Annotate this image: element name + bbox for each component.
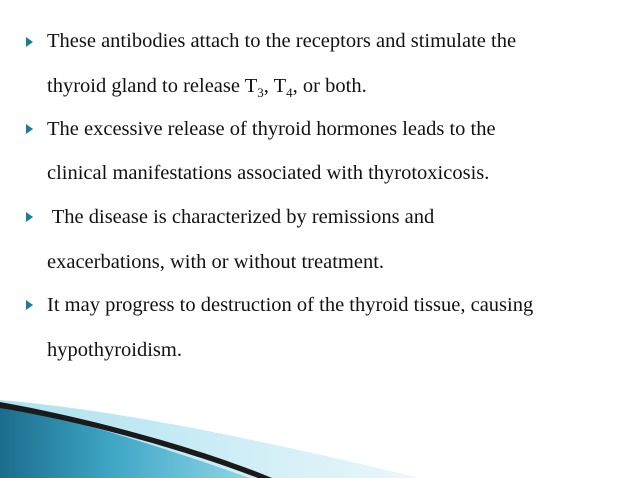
bullet-text: The disease is characterized by remissions and — [47, 206, 435, 228]
bullet-text-line — [47, 338, 182, 362]
bullet-text: , T — [263, 75, 287, 97]
right-triangle-bullet-icon — [26, 212, 33, 222]
bullet-text: thyroid gland to release T — [47, 75, 258, 97]
swoosh-dark-stroke — [0, 402, 272, 478]
bullet-text: clinical manifestations associated with thyrotoxicosis. — [47, 162, 490, 184]
bullet-text: It may progress to destruction of the thyroid tissue, causing — [47, 294, 534, 316]
right-triangle-bullet-icon — [26, 37, 33, 47]
bullet-text-line — [47, 293, 533, 317]
bullet-text-line — [47, 250, 384, 274]
bullet-text: exacerbations, with or without treatment. — [47, 251, 385, 273]
bullet-text: hypothyroidism. — [47, 339, 182, 361]
bullet-text: The excessive release of thyroid hormones leads to the — [47, 118, 496, 140]
bullet-text-line — [47, 117, 496, 141]
bullet-text: These antibodies attach to the receptors and stimulate the — [47, 30, 517, 52]
bullet-text: , or both. — [292, 75, 367, 97]
right-triangle-bullet-icon — [26, 300, 33, 310]
right-triangle-bullet-icon — [26, 124, 33, 134]
bullet-text-line — [47, 74, 367, 98]
bullet-text-line — [47, 161, 489, 185]
bullet-text-line — [47, 205, 434, 229]
swoosh-light-band — [0, 400, 420, 478]
subscript: 4 — [286, 85, 293, 100]
bullet-text-line — [47, 29, 516, 53]
swoosh-blue-wedge — [0, 405, 250, 478]
subscript: 3 — [257, 85, 264, 100]
